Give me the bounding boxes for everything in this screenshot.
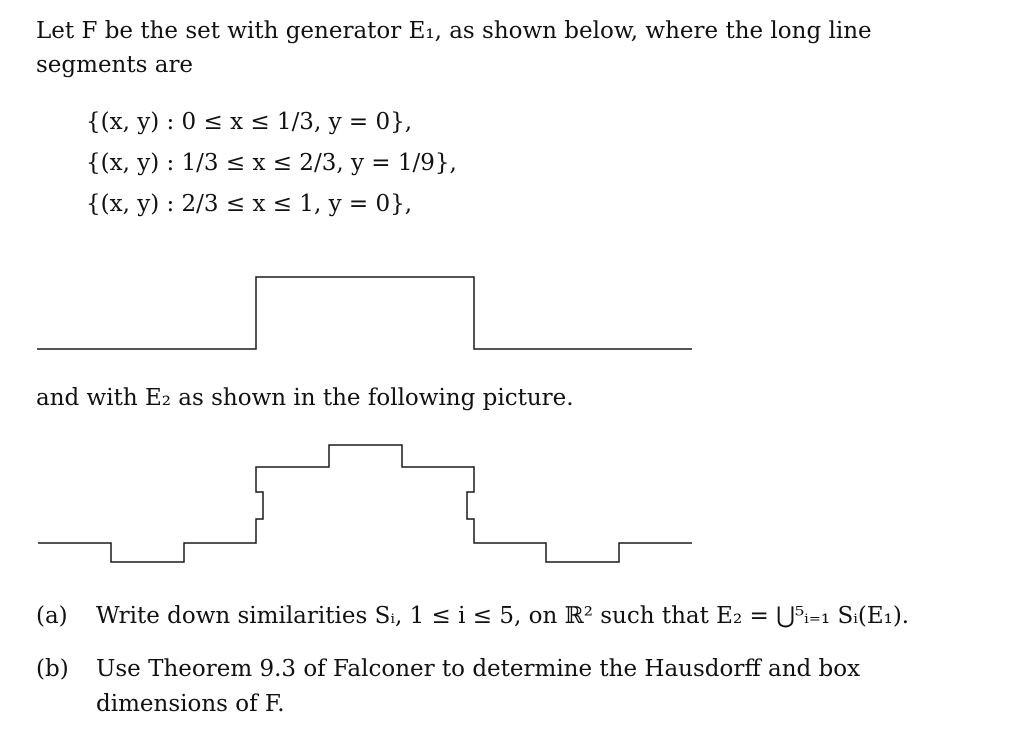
intro-paragraph: Let F be the set with generator E₁, as shown below, where the long line segments are	[36, 18, 872, 78]
e2-curve	[38, 445, 692, 562]
item-a-label: (a)	[36, 603, 68, 629]
set-definition-1: {(x, y) : 0 ≤ x ≤ 1/3, y = 0},	[86, 109, 413, 135]
item-b-label: (b)	[36, 656, 69, 682]
set-definition-3: {(x, y) : 2/3 ≤ x ≤ 1, y = 0},	[86, 191, 413, 217]
set-definition-2: {(x, y) : 1/3 ≤ x ≤ 2/3, y = 1/9},	[86, 150, 457, 176]
item-b-text: Use Theorem 9.3 of Falconer to determine the Hausdorff and box dimensions of F.	[96, 656, 861, 717]
e2-description: and with E₂ as shown in the following picture.	[36, 385, 574, 411]
generator-e1-curve	[37, 277, 692, 349]
item-a-text: Write down similarities Sᵢ, 1 ≤ i ≤ 5, on ℝ² such that E₂ = ⋃⁵ᵢ₌₁ Sᵢ(E₁).	[96, 603, 910, 629]
